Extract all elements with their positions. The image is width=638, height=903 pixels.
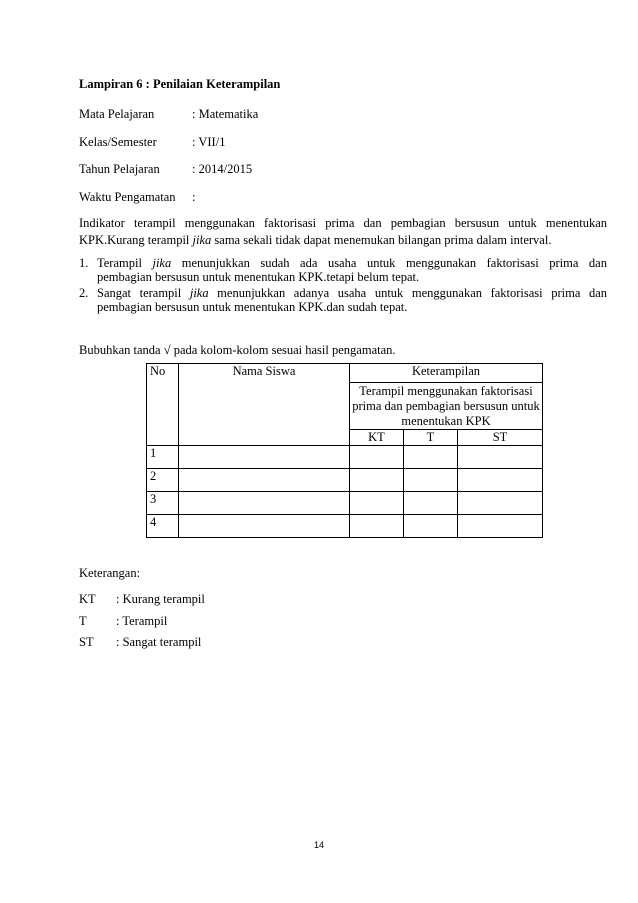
notes-code: T (79, 614, 87, 628)
page-number: 14 (313, 840, 324, 850)
table-header-row (147, 364, 543, 383)
name-cell[interactable] (179, 469, 350, 492)
kt-cell[interactable] (350, 446, 404, 469)
list-item-rest: menunjukkan adanya usaha untuk menggunakan faktorisasi prima dan (208, 286, 608, 300)
t-cell[interactable] (404, 492, 458, 515)
assessment-table (146, 363, 543, 538)
row-number: 4 (147, 515, 179, 538)
header-kt: KT (350, 430, 404, 446)
list-item-line-1 (97, 286, 607, 300)
table-row (147, 515, 543, 538)
t-cell[interactable] (404, 515, 458, 538)
indicator-emphasis: jika (192, 233, 212, 247)
list-item-text (97, 256, 607, 284)
header-skill-description: Terampil menggunakan faktorisasi prima dan pembagian bersusun untuk menentukan KPK (350, 383, 543, 430)
list-item-start: Sangat terampil (97, 286, 190, 300)
list-item-number: 2. (79, 286, 89, 300)
header-student-name: Nama Siswa (179, 364, 350, 446)
header-no: No (147, 364, 179, 446)
info-value-class: : VII/1 (192, 135, 226, 149)
indicator-text: KPK.Kurang terampil (79, 233, 193, 247)
t-cell[interactable] (404, 469, 458, 492)
st-cell[interactable] (458, 492, 543, 515)
indicator-text-end: sama sekali tidak dapat menemukan bilangan prima dalam interval. (211, 233, 552, 247)
name-cell[interactable] (179, 492, 350, 515)
kt-cell[interactable] (350, 515, 404, 538)
list-item-rest: menunjukkan sudah ada usaha untuk menggunakan faktorisasi prima dan (171, 256, 607, 270)
header-st: ST (458, 430, 543, 446)
list-item-line-1 (97, 256, 607, 270)
kt-cell[interactable] (350, 492, 404, 515)
list-item-emphasis: jika (189, 286, 209, 300)
table-row (147, 469, 543, 492)
row-number: 2 (147, 469, 179, 492)
info-label-year: Tahun Pelajaran (79, 162, 160, 176)
instruction-text: Bubuhkan tanda √ pada kolom-kolom sesuai hasil pengamatan. (79, 343, 396, 357)
list-item-text (97, 286, 607, 314)
name-cell[interactable] (179, 515, 350, 538)
info-label-time: Waktu Pengamatan (79, 190, 176, 204)
indicator-paragraph (79, 215, 607, 249)
table-row (147, 492, 543, 515)
indicator-line-2 (79, 233, 551, 247)
notes-description: : Terampil (116, 614, 168, 628)
st-cell[interactable] (458, 446, 543, 469)
notes-code: KT (79, 592, 96, 606)
indicator-line-1: Indikator terampil menggunakan faktorisasi prima dan pembagian bersusun untuk menentukan (79, 216, 607, 230)
header-t: T (404, 430, 458, 446)
st-cell[interactable] (458, 469, 543, 492)
info-label-class: Kelas/Semester (79, 135, 157, 149)
kt-cell[interactable] (350, 469, 404, 492)
st-cell[interactable] (458, 515, 543, 538)
list-item-start: Terampil (97, 256, 153, 270)
list-item-number: 1. (79, 256, 89, 270)
info-value-time: : (192, 190, 196, 204)
notes-code: ST (79, 635, 94, 649)
info-label-subject: Mata Pelajaran (79, 107, 155, 121)
row-number: 1 (147, 446, 179, 469)
info-value-subject: : Matematika (192, 107, 259, 121)
list-item-emphasis: jika (152, 256, 172, 270)
notes-title: Keterangan: (79, 566, 141, 580)
name-cell[interactable] (179, 446, 350, 469)
notes-description: : Sangat terampil (116, 635, 202, 649)
list-item-line-2: pembagian bersusun untuk menentukan KPK.tetapi belum tepat. (97, 270, 420, 284)
notes-description: : Kurang terampil (116, 592, 205, 606)
list-item-line-2: pembagian bersusun untuk menentukan KPK.dan sudah tepat. (97, 300, 408, 314)
document-heading: Lampiran 6 : Penilaian Keterampilan (79, 77, 281, 91)
table-row (147, 446, 543, 469)
row-number: 3 (147, 492, 179, 515)
t-cell[interactable] (404, 446, 458, 469)
header-skill: Keterampilan (350, 364, 543, 383)
info-value-year: : 2014/2015 (192, 162, 253, 176)
